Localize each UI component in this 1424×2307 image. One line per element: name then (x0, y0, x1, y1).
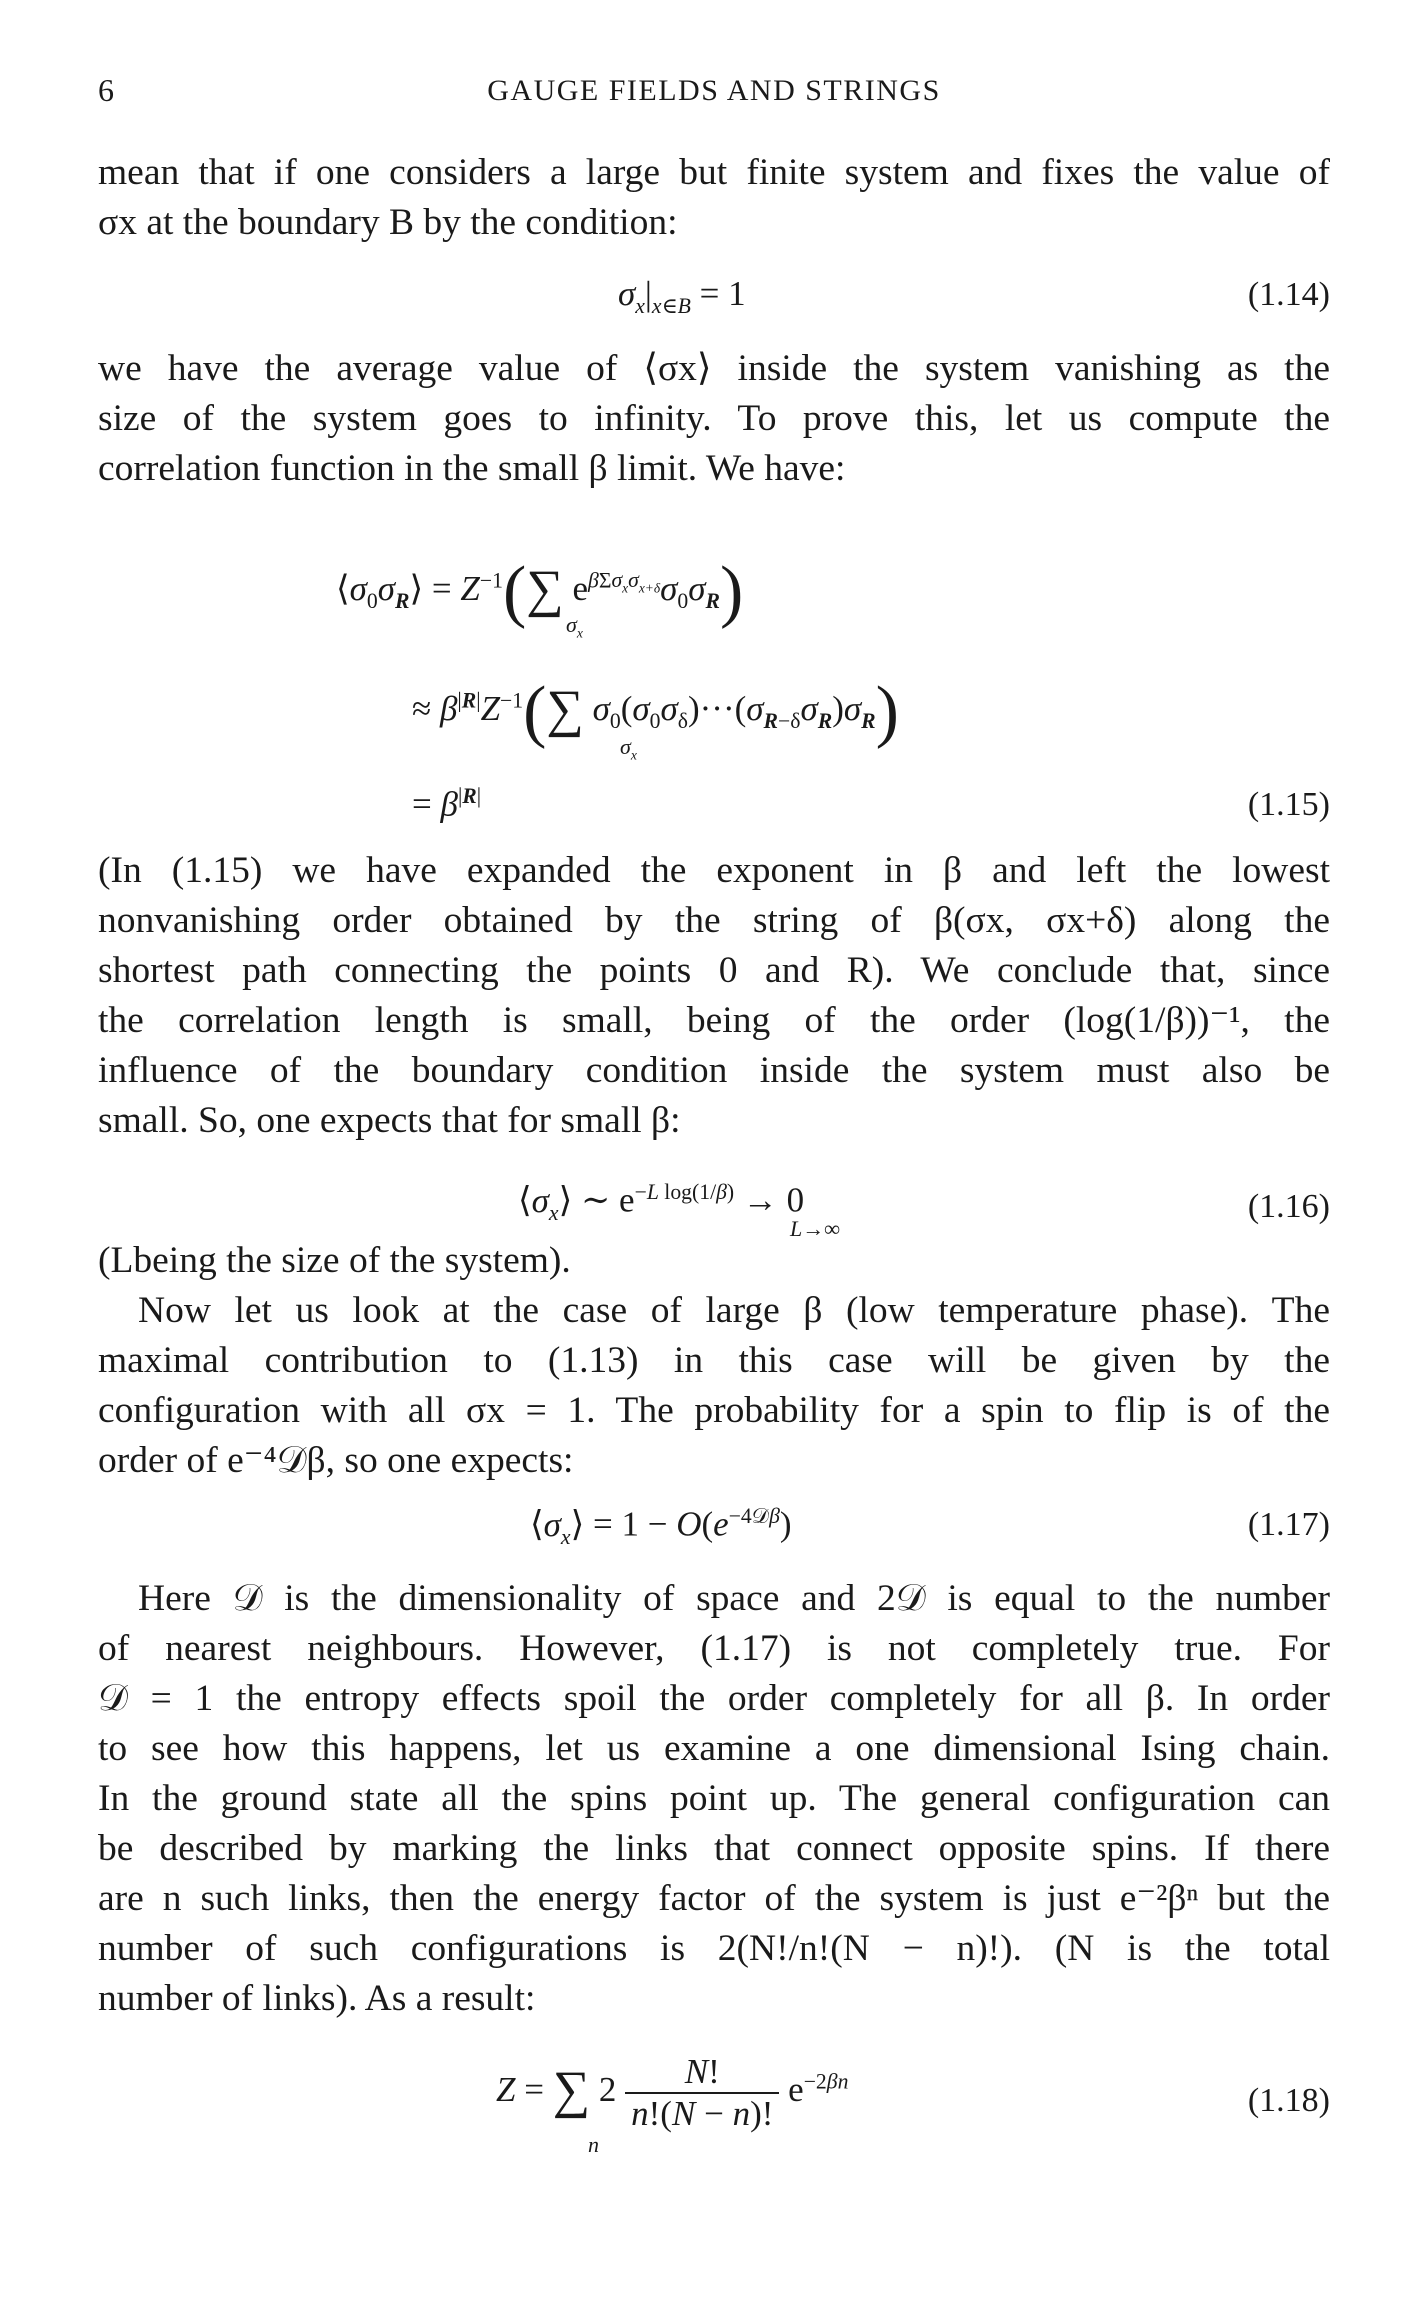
equation-body: $⟨\sigma_x⟩ = 1 - O(e^{-4𝒟\beta})$ (530, 1504, 792, 1549)
paragraph-1 (98, 148, 1330, 248)
paragraph-6 (98, 1574, 1330, 2024)
text-line: (In (1.15) we have expanded the exponent in β and left the lowest (98, 850, 1330, 891)
equation-line-3: = $\beta^{|R|}$ (412, 784, 482, 824)
equation-1-15 (98, 520, 1330, 840)
text-line: nonvanishing order obtained by the string of β(σx, σx+δ) along the (98, 900, 1330, 941)
text-line: σx at the boundary B by the condition: (98, 202, 678, 243)
equation-line-2: ≈ $\beta^{|R|}Z^{-1}(\sum$ $\sigma_0(\sigma_0\sigma_\delta)\cdot\cdot\cdot(\sigma_{R-\delta}\sigma_R)\sigma_R$) (412, 673, 899, 750)
equation-body: Z = ∑ 2 $\frac{N!}{n!(N - n)!}$ $e^{-2\beta n}$ (496, 2052, 849, 2133)
paragraph-4 (98, 1236, 1330, 1286)
paragraph-2 (98, 344, 1330, 494)
text-line: are n such links, then the energy factor of the system is just e⁻²βⁿ but the (98, 1878, 1330, 1919)
text-line: small. So, one expects that for small β: (98, 1100, 681, 1141)
equation-number: (1.16) (1247, 1188, 1330, 1225)
equation-1-17 (98, 1500, 1330, 1550)
text-line: In the ground state all the spins point up. The general configuration can (98, 1778, 1330, 1819)
text-line: influence of the boundary condition inside the system must also be (98, 1050, 1330, 1091)
equation-number: (1.14) (1247, 276, 1330, 313)
page-number: 6 (98, 72, 114, 108)
equation-1-18 (98, 2034, 1330, 2164)
sum-subscript: n (588, 2132, 599, 2157)
text-line: maximal contribution to (1.13) in this case will be given by the (98, 1340, 1330, 1381)
equation-1-14 (98, 270, 1330, 320)
text-line: be described by marking the links that connect opposite spins. If there (98, 1828, 1330, 1869)
page-header (98, 72, 1330, 122)
text-line: 𝒟 = 1 the entropy effects spoil the order completely for all β. In order (98, 1678, 1330, 1719)
equation-body: $⟨\sigma_x⟩$ ∼ $e^{-L log(1/\beta)} \to 0$ (518, 1180, 805, 1225)
sum-subscript: $\sigma_x$ (620, 734, 637, 763)
paragraph-5 (98, 1286, 1330, 1486)
text-line: (Lbeing the size of the system). (98, 1240, 571, 1281)
equation-number: (1.17) (1247, 1506, 1330, 1543)
equation-line-1: $⟨\sigma_0\sigma_R⟩ = Z^{-1}(\sum$ $e^{\beta\Sigma\sigma_x\sigma_{x+\delta}}\sigma_0\sigma_R$) (336, 553, 744, 630)
text-line: mean that if one considers a large but finite system and fixes the value of (98, 152, 1330, 193)
paragraph-3 (98, 846, 1330, 1146)
text-line: Now let us look at the case of large β (low temperature phase). The (138, 1290, 1330, 1331)
text-line: configuration with all σx = 1. The probability for a spin to flip is of the (98, 1390, 1330, 1431)
sum-subscript: $\sigma_x$ (566, 612, 583, 641)
text-line: shortest path connecting the points 0 and R). We conclude that, since (98, 950, 1330, 991)
equation-number: (1.15) (1247, 786, 1330, 823)
text-line: order of e⁻⁴𝒟β, so one expects: (98, 1440, 574, 1481)
equation-1-16 (98, 1166, 1330, 1246)
running-head: GAUGE FIELDS AND STRINGS (487, 74, 941, 107)
text-line: number of links). As a result: (98, 1978, 536, 2019)
equation-number: (1.18) (1247, 2082, 1330, 2119)
text-line: of nearest neighbours. However, (1.17) is not completely true. For (98, 1628, 1330, 1669)
limit-subscript: L→∞ (790, 1216, 840, 1241)
equation-body: $\sigma_x|_{x\in B} = 1$ (618, 274, 746, 318)
text-line: correlation function in the small β limit. We have: (98, 448, 846, 489)
text-line: we have the average value of ⟨σx⟩ inside the system vanishing as the (98, 348, 1330, 389)
text-line: size of the system goes to infinity. To prove this, let us compute the (98, 398, 1330, 439)
text-line: number of such configurations is 2(N!/n!(N − n)!). (N is the total (98, 1928, 1330, 1969)
text-line: to see how this happens, let us examine a one dimensional Ising chain. (98, 1728, 1330, 1769)
text-line: Here 𝒟 is the dimensionality of space and 2𝒟 is equal to the number (138, 1578, 1330, 1619)
text-line: the correlation length is small, being of the order (log(1/β))⁻¹, the (98, 1000, 1330, 1041)
